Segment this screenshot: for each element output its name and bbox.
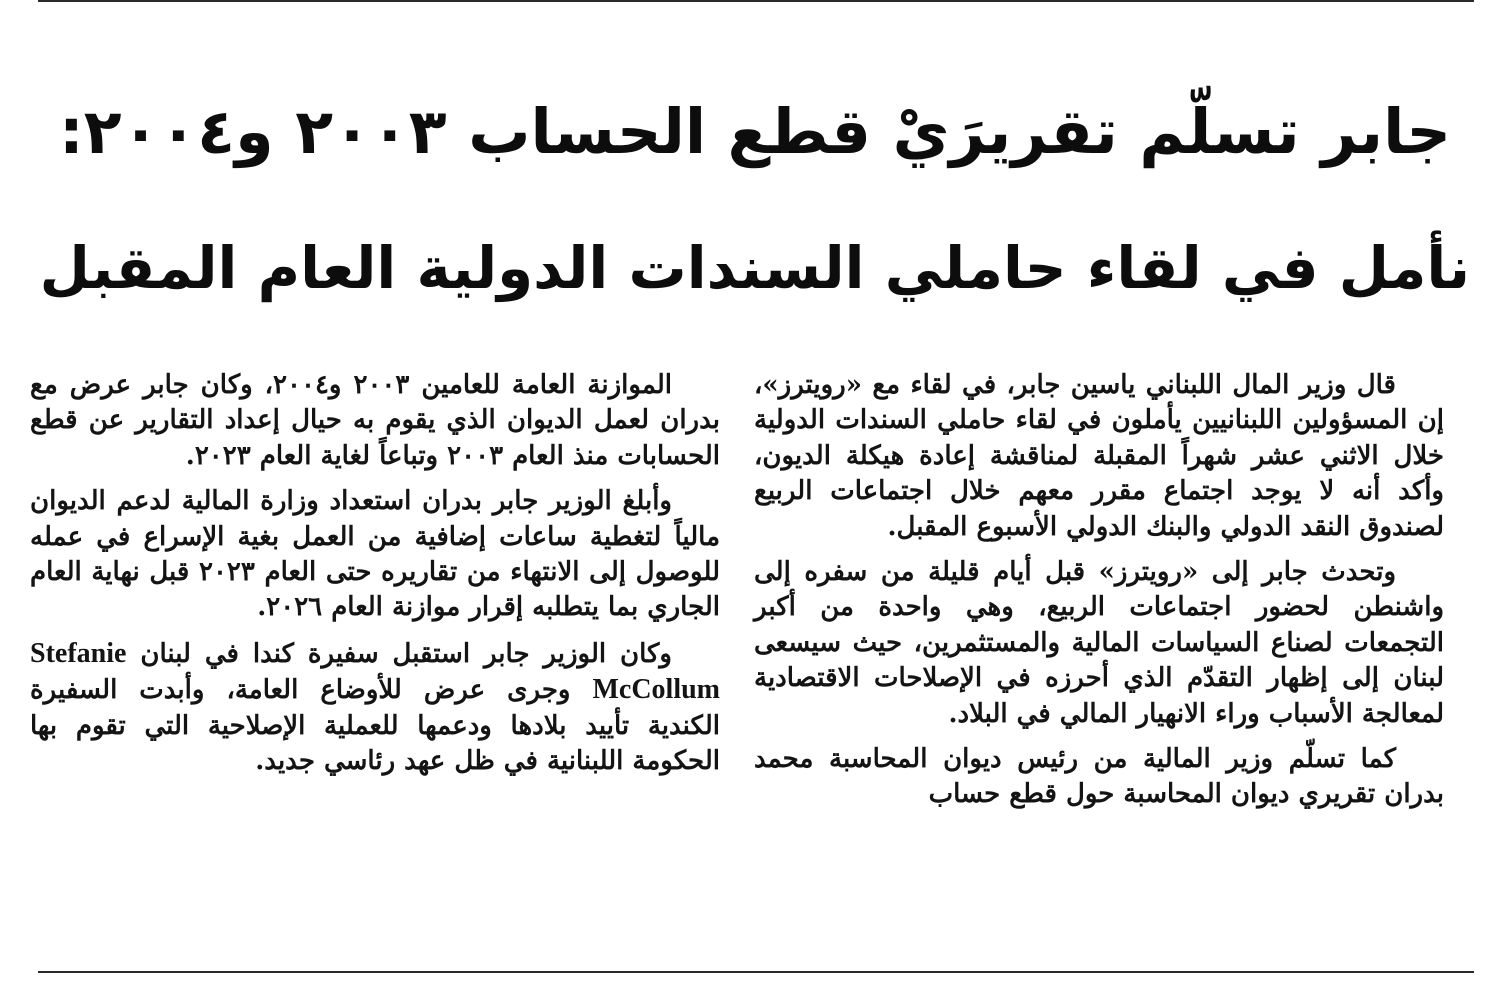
bottom-rule [38, 971, 1474, 973]
paragraph-ministry-support: وأبلغ الوزير جابر بدران استعداد وزارة المالية لدعم الديوان مالياً لتغطية ساعات إضافية من العمل بغية الإسراع في عمله للوصول إلى الانتهاء من تقاريره حتى العام ٢٠٢٣ قبل نهاية العام الجاري بما يتطلبه إقرار موازنة العام ٢٠٢٦. [30, 486, 720, 623]
paragraph-washington-trip: وتحدث جابر إلى «رويترز» قبل أيام قليلة من سفره إلى واشنطن لحضور اجتماعات الربيع، وهي واحدة من أكبر التجمعات لصناع السياسات المالية والمستثمرين، حيث سيسعى لبنان إلى إظهار التقدّم الذي أحرزه في الإصلاحات الاقتصادية لمعالجة الأسباب وراء الانهيار المالي في البلاد. [754, 557, 1444, 729]
article-column-left [30, 368, 720, 789]
paragraph-canada-ambassador [30, 636, 720, 780]
ambassador-text-before: وكان الوزير جابر استقبل سفيرة كندا في لبنان [140, 638, 672, 669]
paragraph-budget-accounts: الموازنة العامة للعامين ٢٠٠٣ و٢٠٠٤، وكان جابر عرض مع بدران لعمل الديوان الذي يقوم به حيال إعداد التقارير عن قطع الحسابات منذ العام ٢٠٠٣ وتباعاً لغاية العام ٢٠٢٣. [30, 370, 720, 471]
ambassador-name: Stefanie McCollum [30, 637, 720, 706]
article-column-right [754, 368, 1444, 823]
headline-line-2: نأمل في لقاء حاملي السندات الدولية العام المقبل [39, 234, 1470, 302]
paragraph-audit-reports: كما تسلّم وزير المالية من رئيس ديوان المحاسبة محمد بدران تقريري ديوان المحاسبة حول قطع حساب [754, 744, 1444, 810]
top-rule [38, 0, 1474, 2]
headline-line-1: جابر تسلّم تقريرَيْ قطع الحساب ٢٠٠٣ و٢٠٠٤: [58, 95, 1452, 168]
paragraph-interview: قال وزير المال اللبناني ياسين جابر، في لقاء مع «رويترز»، إن المسؤولين اللبنانيين يأملون في لقاء حاملي السندات الدولية خلال الاثني عشر شهراً المقبلة لمناقشة إعادة هيكلة الديون، وأكد أنه لا يوجد اجتماع مقرر معهم خلال اجتماعات الربيع لصندوق النقد الدولي والبنك الدولي الأسبوع المقبل. [754, 370, 1444, 542]
ambassador-text-after: وجرى عرض للأوضاع العامة، وأبدت السفيرة الكندية تأييد بلادها ودعمها للعملية الإصلاحية التي تقوم بها الحكومة اللبنانية في ظل عهد رئاسي جديد. [30, 675, 720, 777]
